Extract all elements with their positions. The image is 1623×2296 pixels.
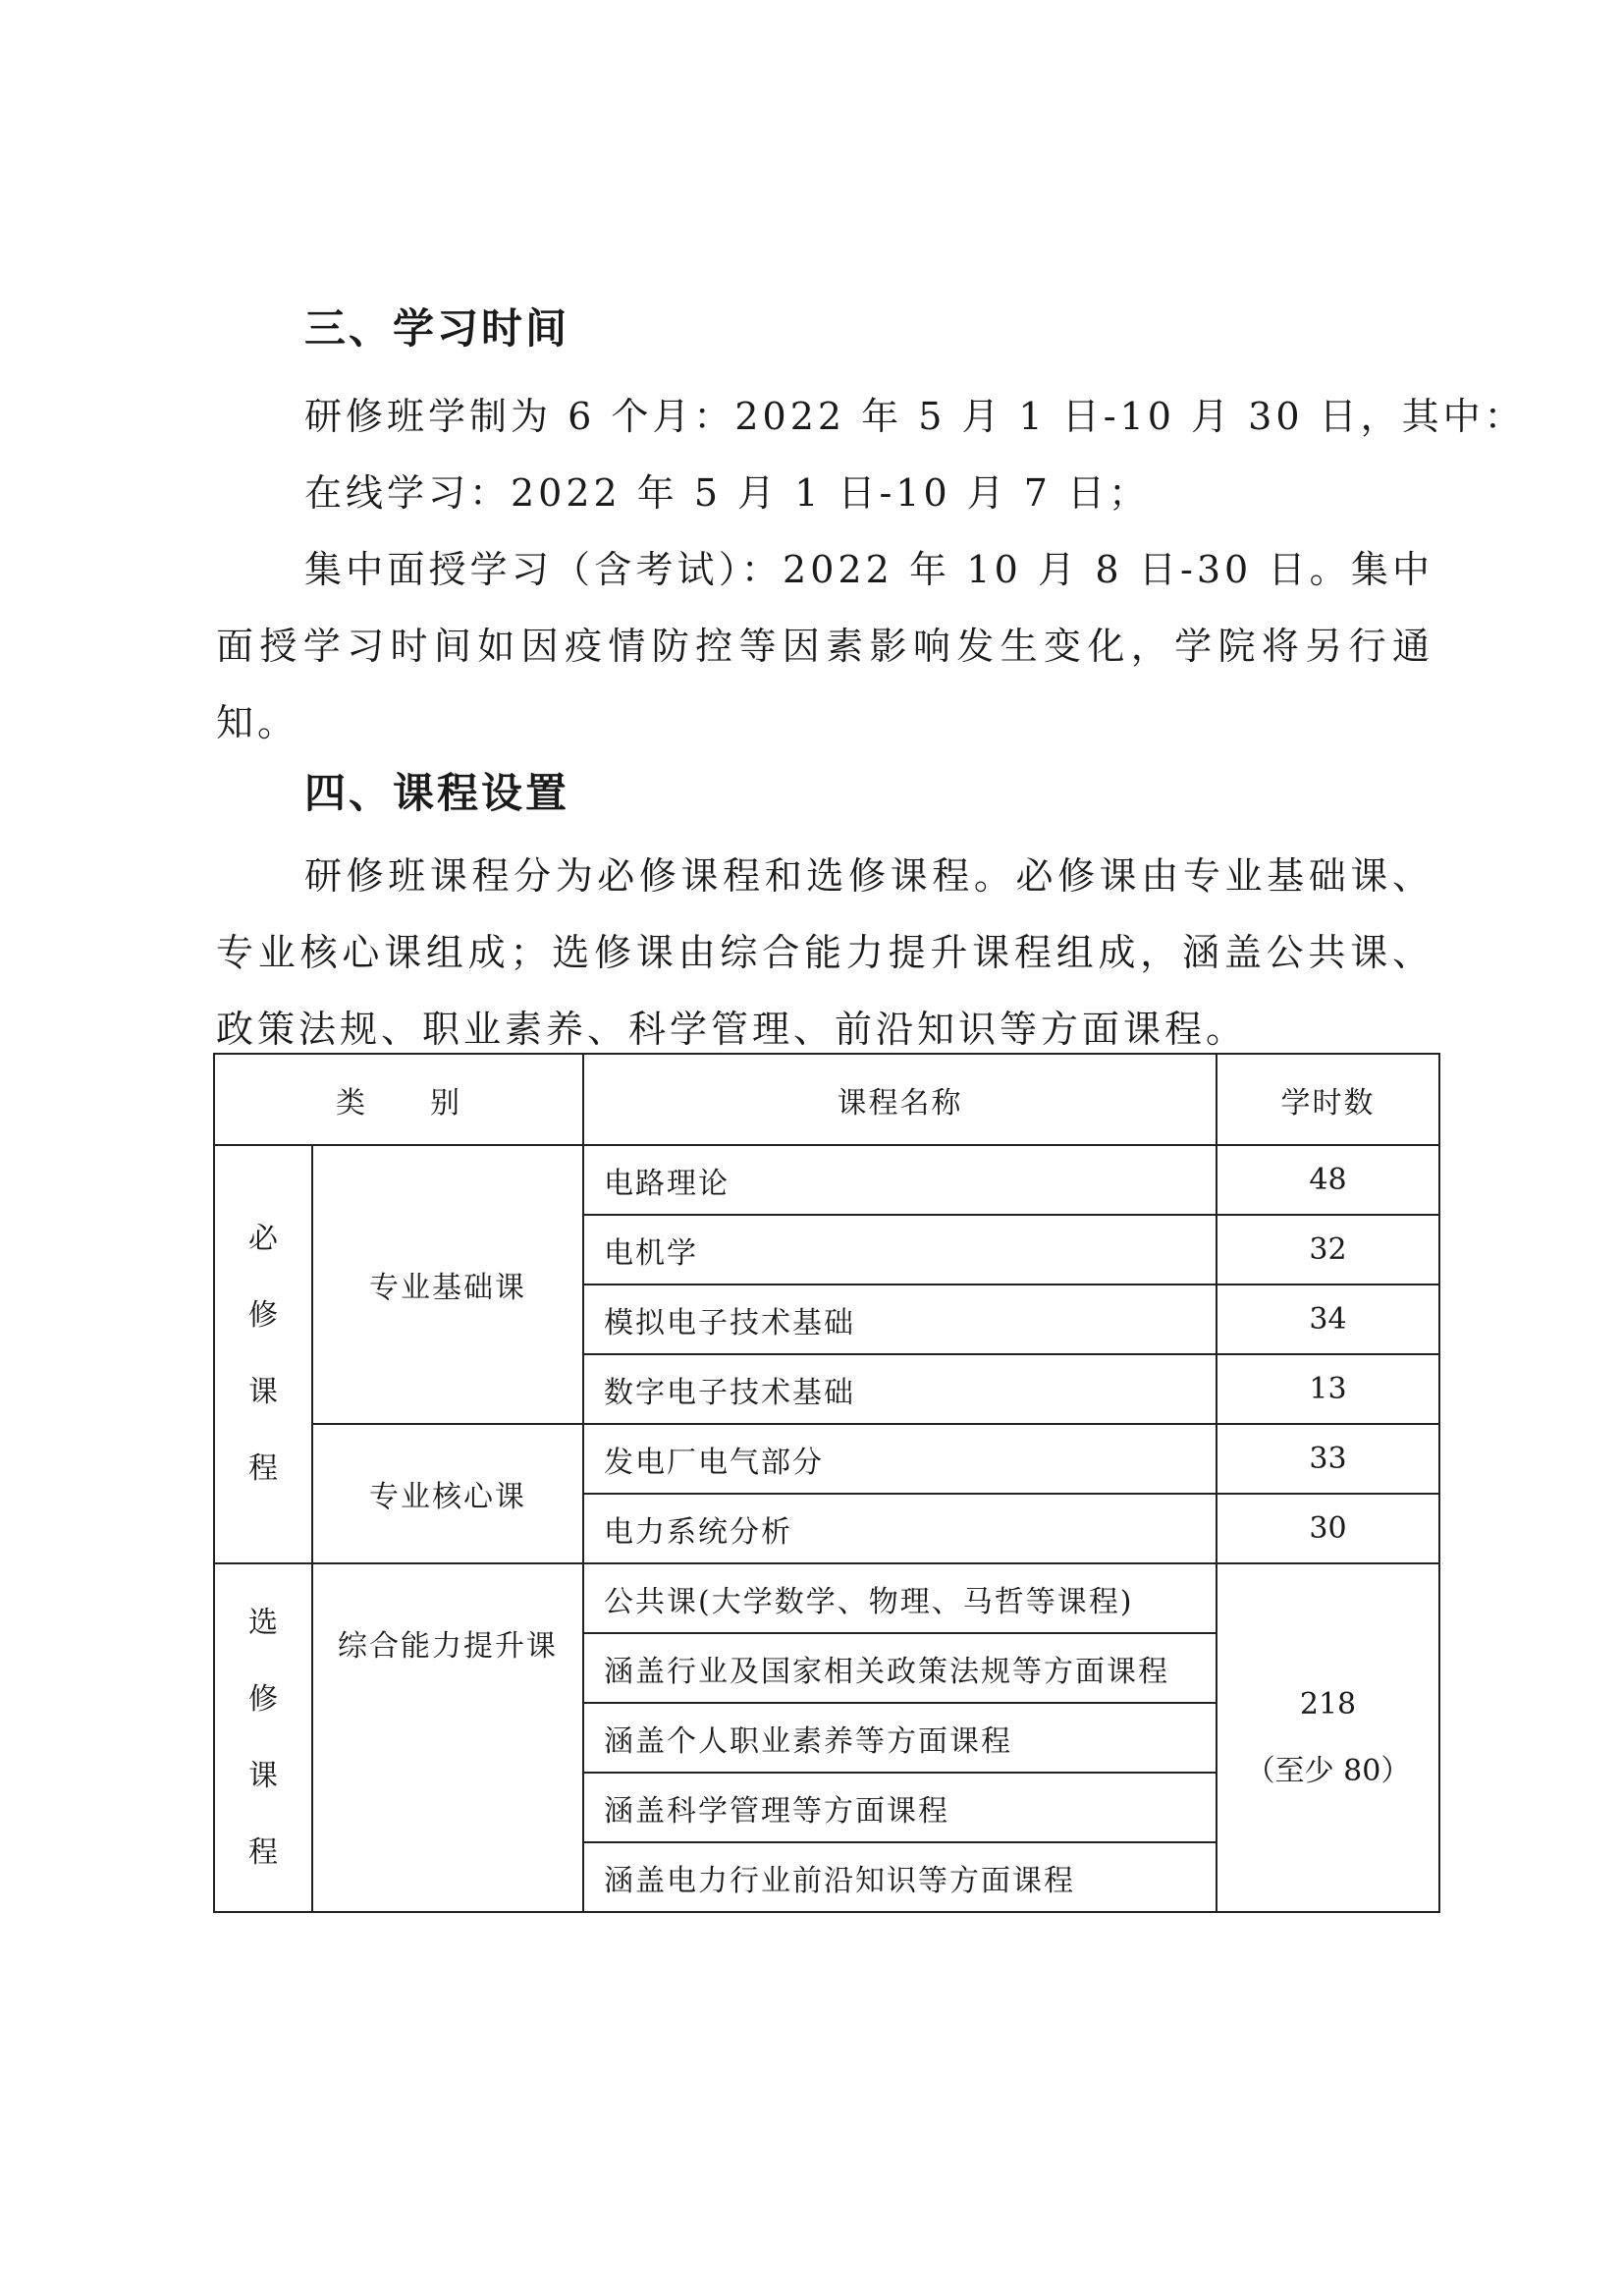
course-name: 发电厂电气部分 (583, 1424, 1217, 1494)
table-row (214, 1563, 1439, 1633)
online-study-text: 在线学习：2022 年 5 月 1 日-10 月 7 日； (304, 471, 1151, 515)
course-name: 电力系统分析 (583, 1494, 1217, 1563)
elective-hours-note: （至少 80） (1245, 1753, 1411, 1788)
course-hours: 48 (1217, 1145, 1439, 1215)
section-heading-study-time: 三、学习时间 (304, 304, 570, 353)
course-hours: 13 (1217, 1354, 1439, 1424)
course-hours: 34 (1217, 1285, 1439, 1354)
subcategory-core: 专业核心课 (312, 1424, 583, 1563)
table-row (214, 1145, 1439, 1215)
study-duration-text: 研修班学制为 6 个月：2022 年 5 月 1 日-10 月 30 日，其中： (304, 395, 1526, 438)
course-name: 涵盖个人职业素养等方面课程 (583, 1703, 1217, 1773)
course-table (213, 1053, 1440, 1913)
course-name: 涵盖科学管理等方面课程 (583, 1773, 1217, 1842)
course-hours: 32 (1217, 1215, 1439, 1285)
required-category-label: 必 修 课 程 (248, 1222, 278, 1486)
course-name: 公共课(大学数学、物理、马哲等课程) (583, 1563, 1217, 1633)
course-name: 电机学 (583, 1215, 1217, 1285)
header-category: 类 别 (214, 1054, 583, 1145)
course-name: 数字电子技术基础 (583, 1354, 1217, 1424)
header-hours: 学时数 (1217, 1054, 1439, 1145)
elective-hours-cell (1217, 1563, 1439, 1912)
course-hours: 33 (1217, 1424, 1439, 1494)
course-name: 电路理论 (583, 1145, 1217, 1215)
header-course-name: 课程名称 (583, 1054, 1217, 1145)
required-category-cell (214, 1145, 312, 1563)
subcategory-comprehensive: 综合能力提升课 (312, 1563, 583, 1912)
table-header-row (214, 1054, 1439, 1145)
course-hours: 30 (1217, 1494, 1439, 1563)
elective-category-label: 选 修 课 程 (248, 1605, 278, 1870)
elective-category-cell (214, 1563, 312, 1912)
elective-hours: 218 (1299, 1686, 1357, 1722)
course-name: 涵盖行业及国家相关政策法规等方面课程 (583, 1633, 1217, 1703)
in-person-study-text: 集中面授学习（含考试）：2022 年 10 月 8 日-30 日。集中面授学习时间如因疫情防控等因素影响发生变化，学院将另行通知。 (216, 548, 1434, 744)
section-heading-curriculum: 四、课程设置 (304, 769, 570, 817)
curriculum-description: 研修班课程分为必修课程和选修课程。必修课由专业基础课、专业核心课组成；选修课由综合能力提升课程组成，涵盖公共课、政策法规、职业素养、科学管理、前沿知识等方面课程。 (216, 854, 1434, 1051)
course-name: 模拟电子技术基础 (583, 1285, 1217, 1354)
course-name: 涵盖电力行业前沿知识等方面课程 (583, 1842, 1217, 1912)
subcategory-foundation: 专业基础课 (312, 1145, 583, 1424)
table-row (214, 1424, 1439, 1494)
